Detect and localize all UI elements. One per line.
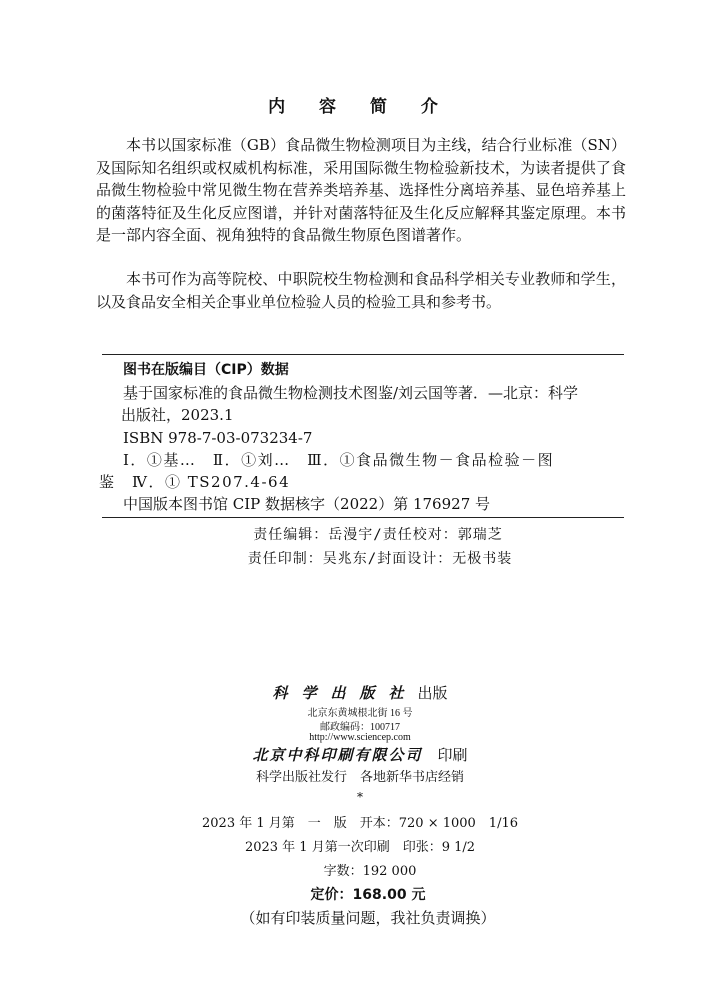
cip-classification-line-2: 鉴 Ⅳ．① TS207.4-64 bbox=[99, 473, 291, 491]
price: 定价：168.00 元 bbox=[310, 887, 426, 903]
publisher-address: 北京东黄城根北街 16 号 bbox=[307, 708, 413, 719]
cip-record-number: 中国版本图书馆 CIP 数据核字（2022）第 176927 号 bbox=[123, 495, 491, 513]
publisher-logo-text: 科学出版社 bbox=[272, 684, 418, 702]
publisher-suffix: 出版 bbox=[417, 684, 448, 702]
summary-paragraph-1 bbox=[96, 134, 626, 247]
page-title: 内 容 简 介 bbox=[268, 97, 452, 117]
cip-top-divider bbox=[102, 354, 624, 355]
cip-description-line-2: 出版社，2023.1 bbox=[121, 406, 234, 424]
summary-paragraph-2 bbox=[96, 268, 626, 313]
publisher-url: http://www.sciencep.com bbox=[309, 732, 411, 743]
cip-classification-line-1: Ⅰ．①基… Ⅱ．①刘… Ⅲ．①食品微生物－食品检验－图 bbox=[123, 451, 555, 469]
separator-star: * bbox=[357, 790, 363, 804]
printer-name: 北京中科印刷有限公司 bbox=[252, 746, 423, 764]
word-count: 字数：192 000 bbox=[323, 864, 417, 879]
cip-description bbox=[123, 382, 623, 426]
cip-classification bbox=[99, 449, 623, 493]
editor-credits: 责任编辑：岳漫宇/责任校对：郭瑞芝 bbox=[253, 527, 503, 543]
printing-info: 2023 年 1 月第一次印刷 印张：9 1/2 bbox=[244, 840, 476, 855]
publisher-zip: 邮政编码：100717 bbox=[320, 722, 400, 733]
summary-text-1: 本书以国家标准（GB）食品微生物检测项目为主线，结合行业标准（SN）及国际知名组织或权威机构标准，采用国际微生物检验新技术，为读者提供了食品微生物检验中常见微生物在营养类培养基、选择性分离培养基、显色培养基上的菌落特征及生化反应图谱，并针对菌落特征及生化反应解释其鉴定原理。本书是一部内容全面、视角独特的食品微生物原色图谱著作。 bbox=[96, 136, 626, 244]
printer-suffix: 印刷 bbox=[437, 746, 468, 764]
cip-isbn: ISBN 978-7-03-073234-7 bbox=[123, 429, 313, 447]
publisher-line bbox=[0, 682, 720, 703]
cip-bottom-divider bbox=[102, 517, 624, 518]
printer-line bbox=[0, 744, 720, 765]
edition-info: 2023 年 1 月第 一 版 开本：720 × 1000 1/16 bbox=[202, 816, 518, 831]
cip-description-line-1: 基于国家标准的食品微生物检测技术图鉴/刘云国等著．—北京：科学 bbox=[123, 384, 579, 402]
quality-note: （如有印装质量问题，我社负责调换） bbox=[240, 909, 496, 927]
cip-heading: 图书在版编目（CIP）数据 bbox=[123, 362, 289, 378]
distribution-line: 科学出版社发行 各地新华书店经销 bbox=[255, 770, 464, 785]
production-credits: 责任印制：吴兆东/封面设计：无极书装 bbox=[247, 551, 513, 567]
summary-text-2: 本书可作为高等院校、中职院校生物检测和食品科学相关专业教师和学生，以及食品安全相关企事业单位检验人员的检验工具和参考书。 bbox=[96, 270, 626, 311]
